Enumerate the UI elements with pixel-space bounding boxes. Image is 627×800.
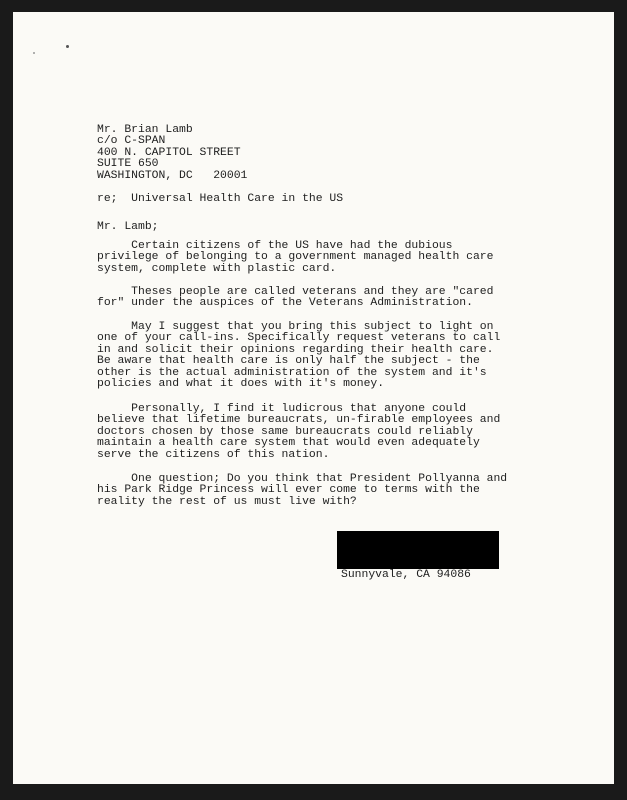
text-line: other is the actual administration of the system and it's	[97, 366, 487, 379]
text-line: privilege of belonging to a government managed health care	[97, 251, 494, 264]
text-line: May I suggest that you bring this subject to light on	[97, 321, 494, 333]
text-line: One question; Do you think that President Pollyanna and	[97, 473, 508, 485]
text-line: doctors chosen by those same bureaucrats could reliably	[97, 425, 473, 438]
text-line: maintain a health care system that would even adequately	[97, 437, 480, 450]
address-line: WASHINGTON, DC 20001	[97, 169, 248, 182]
paragraph-5	[97, 474, 507, 508]
paragraph-2	[97, 287, 493, 310]
paper-speck	[33, 52, 35, 54]
text-line: Certain citizens of the US have had the dubious	[97, 240, 453, 252]
paragraph-1	[97, 241, 493, 275]
text-line: reality the rest of us must live with?	[97, 495, 357, 508]
redacted-signature	[337, 531, 499, 569]
text-line: believe that lifetime bureaucrats, un-firable employees and	[97, 414, 501, 427]
address-line: c/o C-SPAN	[97, 135, 166, 148]
text-line: for" under the auspices of the Veterans Administration.	[97, 297, 473, 310]
text-line: system, complete with plastic card.	[97, 262, 337, 275]
subject-line: re; Universal Health Care in the US	[97, 193, 344, 205]
sender-city: Sunnyvale, CA 94086	[341, 569, 471, 581]
paragraph-4	[97, 404, 500, 461]
text-line: one of your call-ins. Specifically request veterans to call	[97, 332, 501, 345]
text-line: policies and what it does with it's money.	[97, 378, 385, 391]
paragraph-3	[97, 322, 500, 390]
text-line: Theses people are called veterans and they are "cared	[97, 286, 494, 298]
address-line: SUITE 650	[97, 158, 159, 171]
text-line: in and solicit their opinions regarding their health care.	[97, 343, 494, 356]
salutation: Mr. Lamb;	[97, 221, 159, 233]
recipient-address	[97, 125, 247, 182]
address-line: 400 N. CAPITOL STREET	[97, 146, 241, 159]
text-line: Be aware that health care is only half the subject - the	[97, 355, 480, 368]
letter-page	[13, 12, 614, 784]
paper-speck	[66, 45, 69, 48]
text-line: Personally, I find it ludicrous that anyone could	[97, 403, 467, 415]
address-line: Mr. Brian Lamb	[97, 124, 193, 136]
text-line: serve the citizens of this nation.	[97, 448, 330, 461]
text-line: his Park Ridge Princess will ever come to terms with the	[97, 484, 480, 497]
